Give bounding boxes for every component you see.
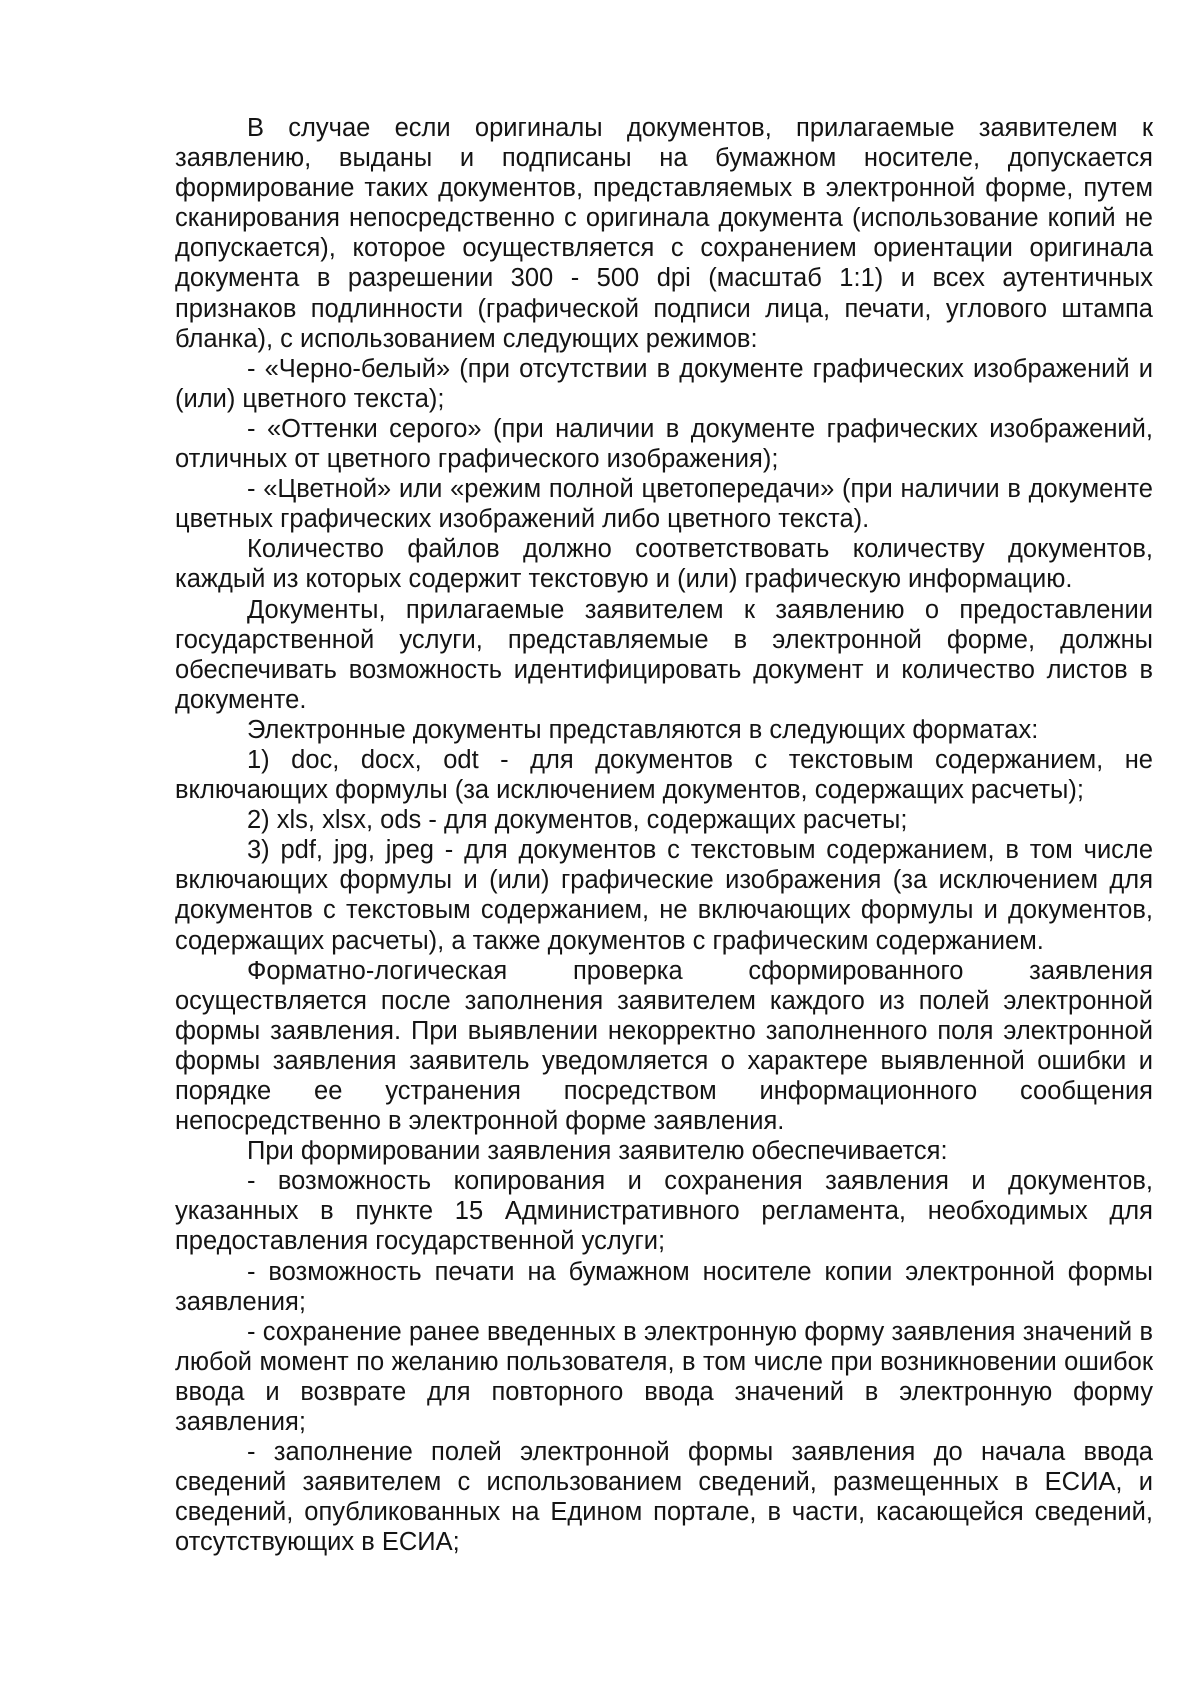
paragraph-mode-grayscale: - «Оттенки серого» (при наличии в документе графических изображений, отличных от цветного графического изображения); — [175, 414, 1153, 474]
paragraph-format-pdf-image: 3) pdf, jpg, jpeg - для документов с текстовым содержанием, в том числе включающих формулы и (или) графические изображения (за исключением для документов с текстовым содержанием, не включающих формулы и документов, содержащих расчеты), а также документов с графическим содержанием. — [175, 836, 1153, 955]
paragraph-format-text: 1) doc, docx, odt - для документов с текстовым содержанием, не включающих формулы (за исключением документов, содержащих расчеты); — [175, 745, 1153, 805]
document-text — [175, 113, 1153, 1558]
paragraph-mode-color: - «Цветной» или «режим полной цветопередачи» (при наличии в документе цветных графических изображений либо цветного текста). — [175, 475, 1153, 534]
paragraph-applicant-provided: При формировании заявления заявителю обеспечивается: — [247, 1137, 948, 1166]
paragraph-prefill: - заполнение полей электронной формы заявления до начала ввода сведений заявителем с использованием сведений, размещенных в ЕСИА, и сведений, опубликованных на Едином портале, в части, касающейся сведений, отсутствующих в ЕСИА; — [175, 1438, 1153, 1557]
paragraph-format-logic-check: Форматно-логическая проверка сформированного заявления осуществляется после заполнения заявителем каждого из полей электронной формы заявления. При выявлении некорректно заполненного поля электронной формы заявления заявитель уведомляется о характере выявленной ошибки и порядке ее устранения посредством информационного сообщения непосредственно в электронной форме заявления. — [175, 956, 1153, 1136]
paragraph-print: - возможность печати на бумажном носителе копии электронной формы заявления; — [175, 1257, 1153, 1316]
paragraph-save-values: - сохранение ранее введенных в электронную форму заявления значений в любой момент по желанию пользователя, в том числе при возникновении ошибок ввода и возврате для повторного ввода значений в электронную форму заявления; — [175, 1317, 1153, 1437]
paragraph-copy-save: - возможность копирования и сохранения заявления и документов, указанных в пункте 15 Административного регламента, необходимых для предоставления государственной услуги; — [175, 1167, 1153, 1256]
paragraph-mode-black-white: - «Черно-белый» (при отсутствии в документе графических изображений и (или) цветного текста); — [175, 354, 1153, 413]
paragraph-formats-intro: Электронные документы представляются в следующих форматах: — [247, 715, 1039, 744]
paragraph-file-count: Количество файлов должно соответствовать количеству документов, каждый из которых содержит текстовую и (или) графическую информацию. — [175, 535, 1153, 594]
paragraph-scanning-rules: В случае если оригиналы документов, прилагаемые заявителем к заявлению, выданы и подписаны на бумажном носителе, допускается формирование таких документов, представляемых в электронной форме, путем сканирования непосредственно с оригинала документа (использование копий не допускается), которое осуществляется с сохранением ориентации оригинала документа в разрешении 300 - 500 dpi (масштаб 1:1) и всех аутентичных признаков подлинности (графической подписи лица, печати, углового штампа бланка), с использованием следующих режимов: — [175, 114, 1153, 353]
paragraph-format-spreadsheet: 2) xls, xlsx, ods - для документов, содержащих расчеты; — [247, 806, 908, 835]
paragraph-identification: Документы, прилагаемые заявителем к заявлению о предоставлении государственной услуги, представляемые в электронной форме, должны обеспечивать возможность идентифицировать документ и количество листов в документе. — [175, 595, 1153, 714]
